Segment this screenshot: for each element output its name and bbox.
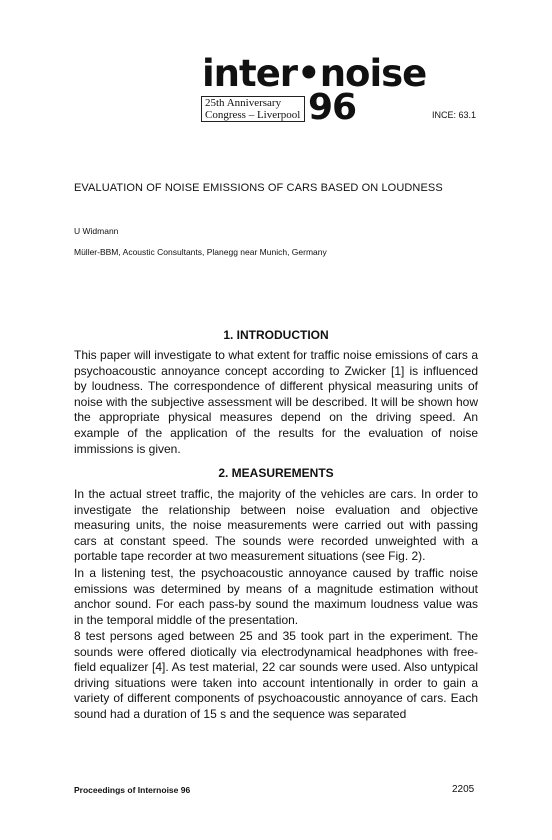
author: U Widmann: [74, 226, 119, 236]
section-heading-introduction: 1. INTRODUCTION: [223, 328, 329, 342]
logo-year: 96: [308, 87, 357, 128]
logo-anniversary-box: [201, 96, 305, 122]
paragraph: This paper will investigate to what extent for traffic noise emissions of cars a psychoacoustic annoyance concept according to Zwicker [1] is influenced by loudness. The correspondence of different physical measuring units of noise with the subjective assessment will be described. It will be shown how the appropriate physical measures depend on the driving speed. An example of the application of the results for the evaluation of noise immissions is given.: [74, 348, 478, 456]
paragraph: In a listening test, the psychoacoustic annoyance caused by traffic noise emissions was determined by means of a magnitude estimation without anchor sound. For each pass-by sound the maximum loudness value was in the temporal middle of the presentation.: [74, 566, 478, 627]
paragraph: 8 test persons aged between 25 and 35 took part in the experiment. The sounds were offered diotically via electrodynamical headphones with free-field equalizer [4]. As test material, 22 car sounds were used. Also untypical driving situations were taken into account intentionally in order to gain a variety of different components of psychoacoustic annoyance of cars. Each sound had a duration of 15 s and the sequence was separated: [74, 629, 478, 721]
logo-wordmark: inter•noise: [202, 52, 427, 95]
footer-proceedings: Proceedings of Internoise 96: [74, 785, 191, 795]
ince-code: INCE: 63.1: [432, 110, 477, 120]
paper-title: EVALUATION OF NOISE EMISSIONS OF CARS BASED ON LOUDNESS: [74, 182, 443, 194]
logo-anniversary-line: 25th Anniversary: [205, 97, 282, 109]
paragraph: In the actual street traffic, the majority of the vehicles are cars. In order to investigate the relationship between noise evaluation and objective measuring units, the noise measurements were carried out with passing cars at constant speed. The sounds were recorded unweighted with a portable tape recorder at two measurement situations (see Fig. 2).: [74, 487, 478, 564]
section-heading-measurements: 2. MEASUREMENTS: [218, 466, 334, 480]
logo-congress-line: Congress – Liverpool: [205, 109, 301, 121]
page-number: 2205: [452, 784, 475, 795]
affiliation: Müller-BBM, Acoustic Consultants, Planegg near Munich, Germany: [74, 247, 327, 257]
